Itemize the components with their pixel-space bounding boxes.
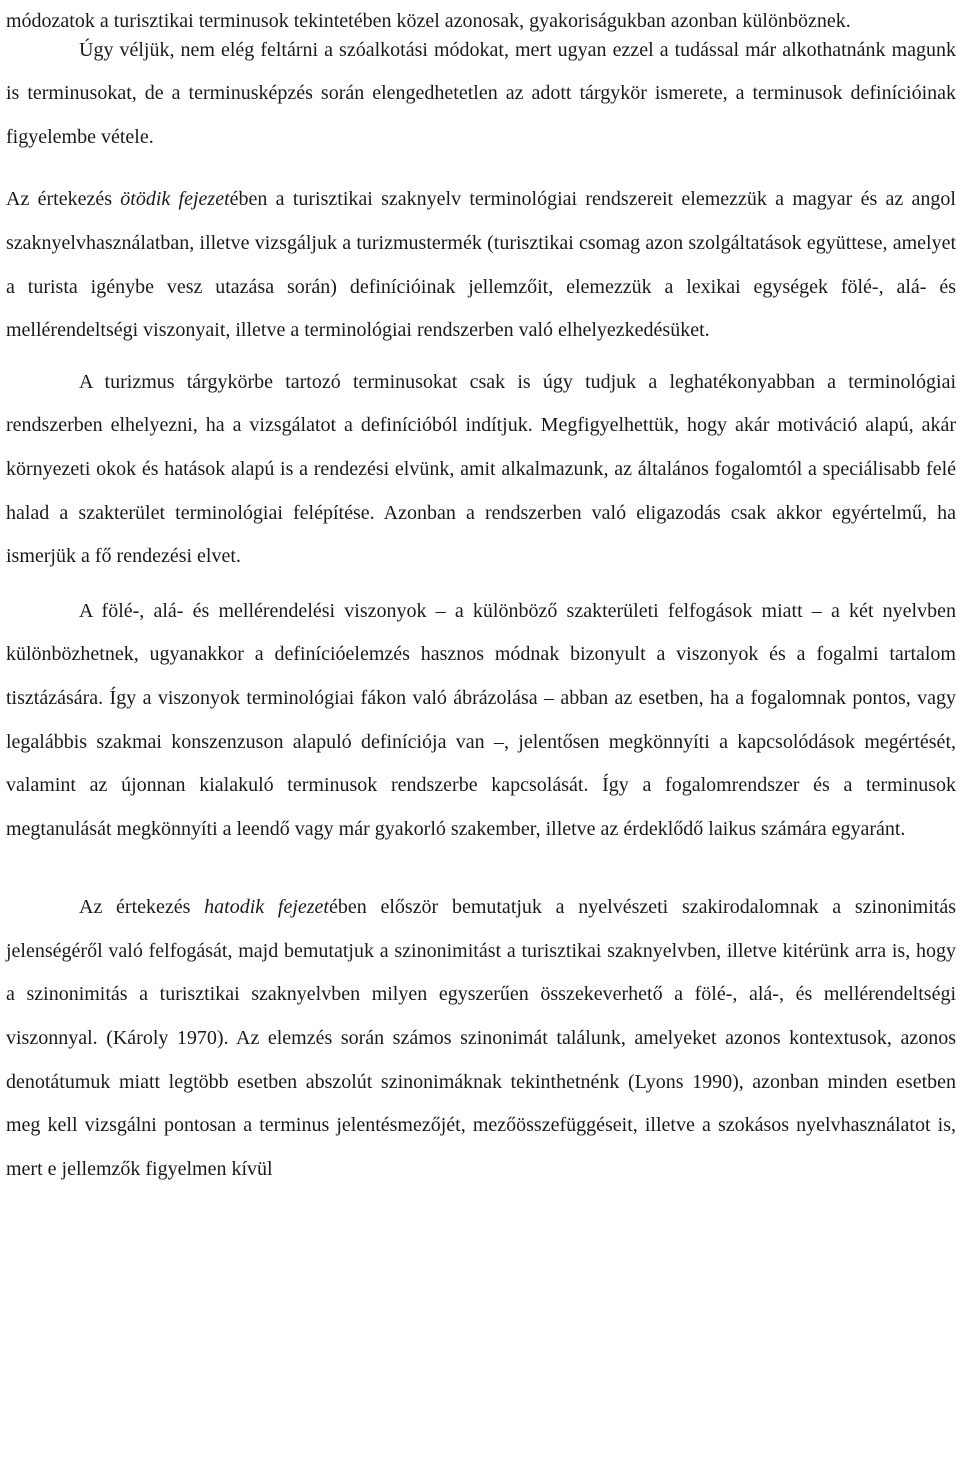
paragraph-6: [6, 886, 956, 1191]
chapter-five-emphasis: ötödik fejezet: [120, 188, 230, 211]
document-page: [6, 0, 956, 1191]
paragraph-1: módozatok a turisztikai terminusok tekintetében közel azonosak, gyakoriságukban azonban különböznek.: [6, 10, 851, 32]
paragraph-4: A turizmus tárgykörbe tartozó terminusokat csak is úgy tudjuk a leghatékonyabban a terminológiai rendszerben elhelyezni, ha a vizsgálatot a definícióból indítjuk. Megfigyelhettük, hogy akár motiváció alapú, akár környezeti okok és hatások alapú is a rendezési elvünk, amit alkalmazunk, az általános fogalomtól a speciálisabb felé halad a szakterület terminológiai felépítése. Azonban a rendszerben való eligazodás csak akkor egyértelmű, ha ismerjük a fő rendezési elvet.: [6, 370, 956, 568]
paragraph-3-lead: Az értekezés: [6, 188, 121, 211]
paragraph-3: [6, 178, 956, 352]
paragraph-5: A fölé-, alá- és mellérendelési viszonyok – a különböző szakterületi felfogások miatt – a két nyelvben különbözhetnek, ugyanakkor a definícióelemzés hasznos módnak bizonyult a viszonyok és a fogalmi tartalom tisztázására. Így a viszonyok terminológiai fákon való ábrázolása – abban az esetben, ha a fogalomnak pontos, vagy legalábbis szakmai konszenzuson alapuló definíciója van –, jelentősen megkönnyíti a kapcsolódások megértését, valamint az újonnan kialakuló terminusok rendszerbe kapcsolását. Így a fogalomrendszer és a terminusok megtanulását megkönnyíti a leendő vagy már gyakorló szakember, illetve az érdeklődő laikus számára egyaránt.: [6, 599, 956, 840]
paragraph-6-lead: Az értekezés: [79, 896, 205, 919]
paragraph-2: Úgy véljük, nem elég feltárni a szóalkotási módokat, mert ugyan ezzel a tudással már alkothatnánk magunk is terminusokat, de a terminusképzés során elengedhetetlen az adott tárgykör ismerete, a terminusok definícióinak figyelembe vétele.: [6, 38, 956, 148]
chapter-six-emphasis: hatodik fejezet: [204, 896, 329, 919]
paragraph-6-body: ében először bemutatjuk a nyelvészeti szakirodalomnak a szinonimitás jelenségéről való felfogását, majd bemutatjuk a szinonimitást a turisztikai szaknyelvben, illetve kitérünk arra is, hogy a szinonimitás a turisztikai szaknyelvben milyen egyszerűen összekeverhető a fölé-, alá-, és mellérendeltségi viszonnyal. (Károly 1970). Az elemzés során számos szinonimát találunk, amelyeket azonos kontextusok, azonos denotátumuk miatt legtöbb esetben abszolút szinonimáknak tekinthetnénk (Lyons 1990), azonban minden esetben meg kell vizsgálni pontosan a terminus jelentésmezőjét, mezőösszefüggéseit, illetve a szokásos nyelvhasználatot is, mert e jellemzők figyelmen kívül: [6, 896, 956, 1180]
paragraph-3-body: ében a turisztikai szaknyelv terminológiai rendszereit elemezzük a magyar és az angol szaknyelvhasználatban, illetve vizsgáljuk a turizmustermék (turisztikai csomag azon szolgáltatások együttese, amelyet a turista igénybe vesz utazása során) definícióinak jellemzőit, elemezzük a lexikai egységek fölé-, alá- és mellérendeltségi viszonyait, illetve a terminológiai rendszerben való elhelyezkedésüket.: [6, 188, 956, 342]
